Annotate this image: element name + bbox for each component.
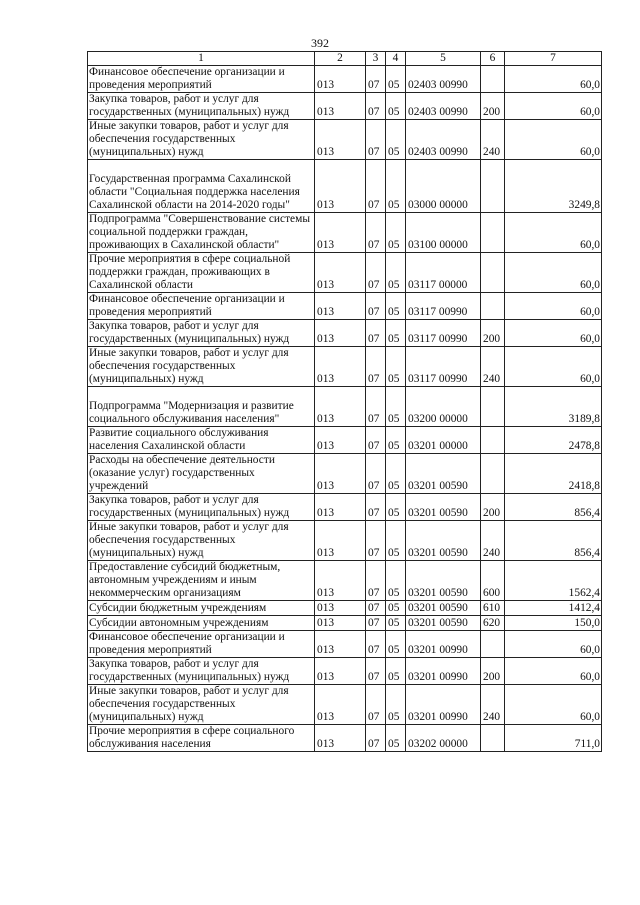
row-target-article: 03117 00990 — [406, 320, 481, 347]
row-amount: 60,0 — [505, 120, 602, 160]
row-target-article: 03201 00000 — [406, 427, 481, 454]
row-name: Закупка товаров, работ и услуг для государственных (муниципальных) нужд — [88, 494, 315, 521]
row-admin-code: 013 — [315, 454, 366, 494]
table-row — [88, 454, 602, 494]
table-row — [88, 66, 602, 93]
row-expense-type — [481, 427, 505, 454]
row-section: 07 — [366, 120, 386, 160]
row-admin-code: 013 — [315, 120, 366, 160]
row-subsection: 05 — [386, 658, 406, 685]
row-subsection: 05 — [386, 427, 406, 454]
row-amount: 60,0 — [505, 253, 602, 293]
row-expense-type — [481, 253, 505, 293]
row-expense-type: 240 — [481, 685, 505, 725]
row-expense-type — [481, 293, 505, 320]
row-name: Развитие социального обслуживания населения Сахалинской области — [88, 427, 315, 454]
row-subsection: 05 — [386, 387, 406, 427]
row-subsection: 05 — [386, 521, 406, 561]
row-name: Прочие мероприятия в сфере социального обслуживания населения — [88, 725, 315, 752]
column-header: 7 — [505, 52, 602, 66]
row-subsection: 05 — [386, 120, 406, 160]
row-expense-type: 240 — [481, 521, 505, 561]
row-admin-code: 013 — [315, 293, 366, 320]
row-target-article: 02403 00990 — [406, 120, 481, 160]
budget-table — [87, 51, 602, 752]
row-section: 07 — [366, 561, 386, 601]
row-expense-type: 200 — [481, 494, 505, 521]
row-target-article: 03201 00590 — [406, 454, 481, 494]
row-section: 07 — [366, 66, 386, 93]
row-admin-code: 013 — [315, 631, 366, 658]
row-amount: 1562,4 — [505, 561, 602, 601]
row-amount: 3189,8 — [505, 387, 602, 427]
row-name: Закупка товаров, работ и услуг для государственных (муниципальных) нужд — [88, 320, 315, 347]
column-header: 5 — [406, 52, 481, 66]
row-section: 07 — [366, 347, 386, 387]
row-admin-code: 013 — [315, 427, 366, 454]
row-admin-code: 013 — [315, 725, 366, 752]
table-row — [88, 685, 602, 725]
row-expense-type: 600 — [481, 561, 505, 601]
row-section: 07 — [366, 253, 386, 293]
row-admin-code: 013 — [315, 347, 366, 387]
row-subsection: 05 — [386, 66, 406, 93]
row-name: Подпрограмма "Модернизация и развитие социального обслуживания населения" — [88, 387, 315, 427]
row-admin-code: 013 — [315, 387, 366, 427]
row-expense-type — [481, 160, 505, 213]
row-target-article: 03201 00990 — [406, 685, 481, 725]
row-target-article: 03000 00000 — [406, 160, 481, 213]
row-amount: 711,0 — [505, 725, 602, 752]
table-row — [88, 494, 602, 521]
table-row — [88, 601, 602, 616]
row-expense-type — [481, 213, 505, 253]
row-admin-code: 013 — [315, 616, 366, 631]
table-header-row — [88, 52, 602, 66]
row-amount: 150,0 — [505, 616, 602, 631]
row-admin-code: 013 — [315, 521, 366, 561]
table-row — [88, 427, 602, 454]
row-amount: 856,4 — [505, 494, 602, 521]
table-row — [88, 521, 602, 561]
row-name: Финансовое обеспечение организации и проведения мероприятий — [88, 631, 315, 658]
row-subsection: 05 — [386, 93, 406, 120]
row-expense-type: 240 — [481, 347, 505, 387]
row-subsection: 05 — [386, 494, 406, 521]
row-amount: 1412,4 — [505, 601, 602, 616]
table-row — [88, 293, 602, 320]
row-subsection: 05 — [386, 454, 406, 494]
row-section: 07 — [366, 521, 386, 561]
row-name: Иные закупки товаров, работ и услуг для обеспечения государственных (муниципальных) нужд — [88, 120, 315, 160]
row-target-article: 03201 00590 — [406, 494, 481, 521]
row-subsection: 05 — [386, 347, 406, 387]
row-target-article: 02403 00990 — [406, 93, 481, 120]
row-subsection: 05 — [386, 320, 406, 347]
table-row — [88, 616, 602, 631]
column-header: 2 — [315, 52, 366, 66]
row-amount: 60,0 — [505, 213, 602, 253]
column-header: 1 — [88, 52, 315, 66]
row-section: 07 — [366, 93, 386, 120]
row-admin-code: 013 — [315, 213, 366, 253]
row-subsection: 05 — [386, 293, 406, 320]
row-amount: 60,0 — [505, 347, 602, 387]
table-row — [88, 213, 602, 253]
row-name: Прочие мероприятия в сфере социальной поддержки граждан, проживающих в Сахалинской области — [88, 253, 315, 293]
row-subsection: 05 — [386, 685, 406, 725]
row-name: Субсидии бюджетным учреждениям — [88, 601, 315, 616]
column-header: 3 — [366, 52, 386, 66]
row-name: Иные закупки товаров, работ и услуг для обеспечения государственных (муниципальных) нужд — [88, 347, 315, 387]
row-section: 07 — [366, 685, 386, 725]
row-section: 07 — [366, 387, 386, 427]
row-name: Финансовое обеспечение организации и проведения мероприятий — [88, 293, 315, 320]
column-header: 4 — [386, 52, 406, 66]
row-subsection: 05 — [386, 616, 406, 631]
row-target-article: 03201 00590 — [406, 561, 481, 601]
row-subsection: 05 — [386, 160, 406, 213]
row-subsection: 05 — [386, 631, 406, 658]
row-name: Государственная программа Сахалинской области "Социальная поддержка населения Сахалинской области на 2014-2020 годы" — [88, 160, 315, 213]
table-row — [88, 387, 602, 427]
row-target-article: 03201 00590 — [406, 616, 481, 631]
row-subsection: 05 — [386, 253, 406, 293]
row-expense-type: 620 — [481, 616, 505, 631]
row-admin-code: 013 — [315, 601, 366, 616]
row-amount: 60,0 — [505, 685, 602, 725]
table-row — [88, 725, 602, 752]
row-section: 07 — [366, 725, 386, 752]
row-target-article: 03201 00590 — [406, 601, 481, 616]
row-section: 07 — [366, 631, 386, 658]
row-amount: 60,0 — [505, 66, 602, 93]
row-admin-code: 013 — [315, 658, 366, 685]
row-name: Подпрограмма "Совершенствование системы социальной поддержки граждан, проживающих в Сахалинской области" — [88, 213, 315, 253]
row-target-article: 03202 00000 — [406, 725, 481, 752]
row-section: 07 — [366, 160, 386, 213]
table-row — [88, 347, 602, 387]
row-amount: 3249,8 — [505, 160, 602, 213]
row-section: 07 — [366, 658, 386, 685]
row-section: 07 — [366, 293, 386, 320]
row-subsection: 05 — [386, 725, 406, 752]
row-name: Закупка товаров, работ и услуг для государственных (муниципальных) нужд — [88, 658, 315, 685]
row-amount: 60,0 — [505, 658, 602, 685]
row-admin-code: 013 — [315, 66, 366, 93]
row-name: Расходы на обеспечение деятельности (оказание услуг) государственных учреждений — [88, 454, 315, 494]
row-amount: 60,0 — [505, 631, 602, 658]
row-admin-code: 013 — [315, 253, 366, 293]
table-row — [88, 658, 602, 685]
row-name: Финансовое обеспечение организации и проведения мероприятий — [88, 66, 315, 93]
row-expense-type — [481, 631, 505, 658]
row-admin-code: 013 — [315, 320, 366, 347]
row-amount: 2478,8 — [505, 427, 602, 454]
row-target-article: 02403 00990 — [406, 66, 481, 93]
row-name: Предоставление субсидий бюджетным, автономным учреждениям и иным некоммерческим организациям — [88, 561, 315, 601]
row-expense-type — [481, 725, 505, 752]
row-section: 07 — [366, 320, 386, 347]
row-section: 07 — [366, 454, 386, 494]
row-subsection: 05 — [386, 213, 406, 253]
row-expense-type: 200 — [481, 320, 505, 347]
row-expense-type — [481, 66, 505, 93]
row-amount: 60,0 — [505, 320, 602, 347]
budget-table-body — [88, 52, 602, 752]
row-expense-type: 240 — [481, 120, 505, 160]
row-target-article: 03117 00000 — [406, 253, 481, 293]
row-name: Субсидии автономным учреждениям — [88, 616, 315, 631]
table-row — [88, 320, 602, 347]
row-name: Иные закупки товаров, работ и услуг для обеспечения государственных (муниципальных) нужд — [88, 521, 315, 561]
row-section: 07 — [366, 213, 386, 253]
row-amount: 60,0 — [505, 93, 602, 120]
row-amount: 2418,8 — [505, 454, 602, 494]
row-expense-type: 200 — [481, 93, 505, 120]
row-admin-code: 013 — [315, 685, 366, 725]
table-row — [88, 253, 602, 293]
table-row — [88, 160, 602, 213]
row-target-article: 03100 00000 — [406, 213, 481, 253]
row-expense-type: 200 — [481, 658, 505, 685]
row-target-article: 03201 00590 — [406, 521, 481, 561]
row-amount: 856,4 — [505, 521, 602, 561]
row-admin-code: 013 — [315, 494, 366, 521]
column-header: 6 — [481, 52, 505, 66]
row-name: Иные закупки товаров, работ и услуг для обеспечения государственных (муниципальных) нужд — [88, 685, 315, 725]
row-subsection: 05 — [386, 601, 406, 616]
row-expense-type — [481, 387, 505, 427]
row-admin-code: 013 — [315, 561, 366, 601]
row-section: 07 — [366, 427, 386, 454]
row-section: 07 — [366, 616, 386, 631]
row-section: 07 — [366, 601, 386, 616]
table-row — [88, 561, 602, 601]
row-target-article: 03200 00000 — [406, 387, 481, 427]
row-section: 07 — [366, 494, 386, 521]
row-target-article: 03201 00990 — [406, 631, 481, 658]
row-target-article: 03117 00990 — [406, 293, 481, 320]
page-number: 392 — [311, 36, 329, 50]
table-row — [88, 93, 602, 120]
row-expense-type — [481, 454, 505, 494]
row-amount: 60,0 — [505, 293, 602, 320]
row-target-article: 03201 00990 — [406, 658, 481, 685]
row-target-article: 03117 00990 — [406, 347, 481, 387]
row-subsection: 05 — [386, 561, 406, 601]
row-admin-code: 013 — [315, 160, 366, 213]
row-expense-type: 610 — [481, 601, 505, 616]
row-admin-code: 013 — [315, 93, 366, 120]
table-row — [88, 631, 602, 658]
table-row — [88, 120, 602, 160]
row-name: Закупка товаров, работ и услуг для государственных (муниципальных) нужд — [88, 93, 315, 120]
